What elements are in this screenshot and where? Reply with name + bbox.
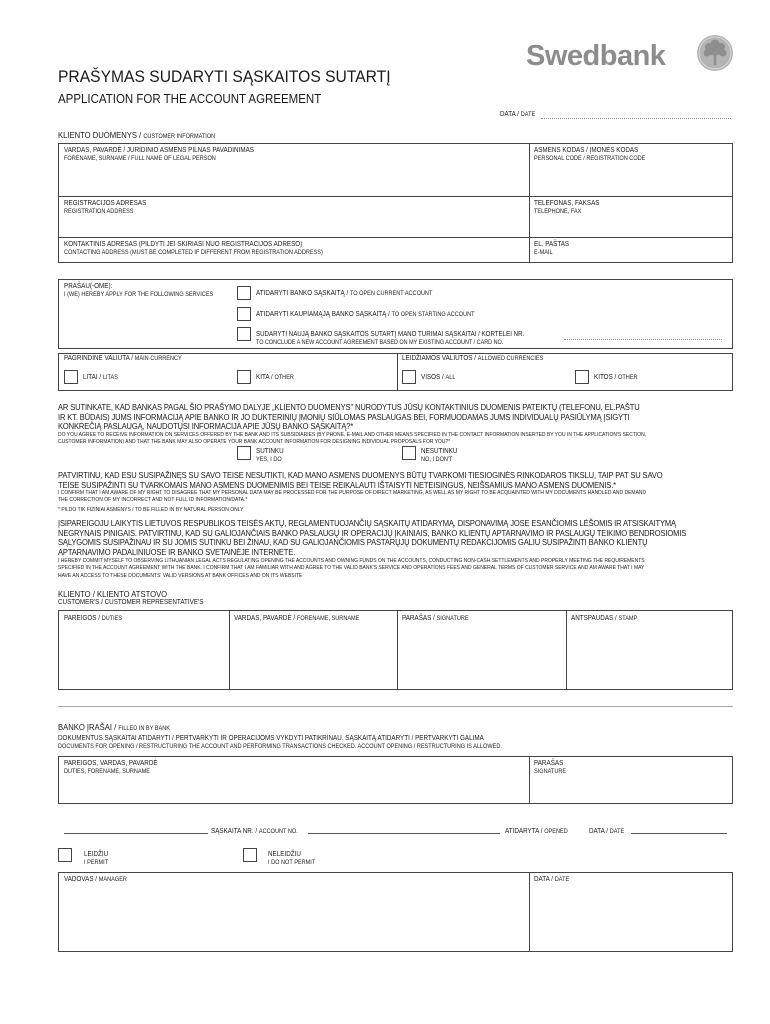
main-currency-label: PAGRINDINĖ VALIUTA / MAIN CURRENCY — [64, 355, 182, 362]
apply-label: PRAŠAU(-OME): I (WE) HEREBY APPLY FOR THE FOLLOWING SERVICES — [64, 283, 214, 298]
open-starting-account-label: ATIDARYTI KAUPIAMĄJĄ BANKO SĄSKAITĄ / TO OPEN STARTING ACCOUNT — [256, 311, 475, 318]
manager-date-field[interactable]: DATA / DATE — [534, 876, 570, 883]
brand-wordmark: Swedbank — [526, 40, 666, 72]
marketing-consent-text-en: DO YOU AGREE TO RECEIVE INFORMATION ON SERVICES OFFERED BY THE BANK AND ITS SUBSIDIARIES (BY PHONE, E-MAIL AND OTHER MEANS SPECIFIED IN THE CONTACT INFORMATION INSERTED BY YOU IN THE APPLICATION'S SECTION, CUSTOMER INFORMATION) AND THAT THE BANK MAY ALSO OPERATE YOUR BANK ACCOUNT INFORMATION FOR DESIGNING INDIVIDUAL PROPOSALS FOR YOU?* — [58, 432, 647, 446]
email-field[interactable]: EL. PAŠTAS E-MAIL — [534, 241, 570, 256]
disagree-checkbox[interactable] — [402, 446, 416, 460]
card-number-field[interactable] — [564, 339, 722, 340]
bank-date-label: DATA / DATE — [589, 828, 625, 835]
page-subtitle: APPLICATION FOR THE ACCOUNT AGREEMENT — [58, 92, 322, 106]
manager-grid — [58, 872, 733, 952]
rep-duties-field[interactable]: PAREIGOS / DUTIES — [64, 615, 123, 622]
bank-heading: BANKO ĮRAŠAI / FILLED IN BY BANK — [58, 722, 170, 732]
bank-date-field[interactable] — [631, 833, 727, 834]
manager-field[interactable]: VADOVAS / MANAGER — [64, 876, 127, 883]
swedbank-logo — [526, 38, 746, 78]
page-title: PRAŠYMAS SUDARYTI SĄSKAITOS SUTARTĮ — [58, 67, 391, 86]
kita-label: KITA / OTHER — [256, 374, 294, 381]
rep-signature-field[interactable]: PARAŠAS / SIGNATURE — [402, 615, 469, 622]
representative-heading: KLIENTO / KLIENTO ATSTOVO CUSTOMER'S / CUSTOMER REPRESENTATIVE'S — [58, 589, 204, 606]
open-current-account-label: ATIDARYTI BANKO SĄSKAITĄ / TO OPEN CURRENT ACCOUNT — [256, 290, 433, 297]
visos-label: VISOS / ALL — [421, 374, 456, 381]
open-current-account-checkbox[interactable] — [237, 286, 251, 300]
customer-heading: KLIENTO DUOMENYS / CUSTOMER INFORMATION — [58, 130, 216, 140]
commitment-text: ĮSIPAREIGOJU LAIKYTIS LIETUVOS RESPUBLIKOS TEISĖS AKTŲ, REGLAMENTUOJANČIŲ SĄSKAITŲ ATIDARYMĄ, DISPONAVIMĄ JOSE ESANČIOMIS LĖŠOMIS IR ATSISKAITYMĄ NEGRYNAIS PINIGAIS. PATVIRTINU, KAD SU GALIOJANČIAIS BANKO PASLAUGŲ IR OPERACIJŲ ĮKAINIAIS, BANKO KLIENTŲ APTARNAVIMO IR PASLAUGŲ TEIKIMO BENDROSIOMIS SĄLYGOMIS SUSIPAŽINAU IR SU JOMIS SUTINKU BEI ŽINAU, KAD SU GALIOJANČIOMIS PASTARŲJŲ DOKUMENTŲ REDAKCIJOMIS GALIU SUSIPAŽINTI BANKO KLIENTŲ APTARNAVIMO PADALINIUOSE IR BANKO SVETAINĖJE INTERNETE. — [58, 518, 687, 557]
commitment-text-en: I HEREBY COMMIT MYSELF TO OBSERVING LITHUANIAN LEGAL ACTS REGULATING OPENING THE ACCOUNTS AND OWNING FUNDS ON THE ACCOUNTS, CONDUCTING NON-CASH SETTLEMENTS AND PROPERLY MEETING THE REQUIREMENTS SPECIFIED IN THE ACCOUNT AGREEMENT WITH THE BANK. I CONFIRM THAT I AM FAMILIAR WITH AND AGREE TO THE VALID BANK'S SERVICE AND OPERATIONS FEES AND GENERAL TERMS OF CUSTOMER SERVICE AND AM AWARE THAT I MAY HAVE AN ACCESS TO THESE DOCUMENTS' VALID VERSIONS AT BANK OFFICES AND ON ITS WEBSITE — [58, 558, 645, 579]
kita-checkbox[interactable] — [237, 370, 251, 384]
litai-label: LITAI / LITAS — [83, 374, 118, 381]
rep-name-field[interactable]: VARDAS, PAVARDĖ / FORENAME, SURNAME — [234, 615, 360, 622]
oak-tree-icon — [696, 34, 734, 72]
kitos-label: KITOS / OTHER — [594, 374, 638, 381]
date-label: DATA / DATE — [500, 111, 536, 118]
account-number-field[interactable] — [64, 833, 208, 834]
new-agreement-checkbox[interactable] — [237, 327, 251, 341]
data-rights-text-en: I CONFIRM THAT I AM AWARE OF MY RIGHT TO DISAGREE THAT MY PERSONAL DATA MAY BE PROCESSED FOR THE PURPOSE OF DIRECT MARKETING, AS WELL AS MY RIGHT TO BE ACQUAINTED WITH MY DOCUMENTS HANDLED AND DEMAND THE CORRECTION OF MY INCORRECT AND NOT FULL ID INFORMATION/DATA.* * PILDO TIK FIZINIAI ASMENYS / TO BE FILLED IN BY NATURAL PERSON ONLY — [58, 490, 647, 513]
contact-address-field[interactable]: KONTAKTINIS ADRESAS (PILDYTI JEI SKIRIASI NUO REGISTRACIJOS ADRESO) CONTACTING ADDRESS (MUST BE COMPLETED IF DIFFERENT FROM REGISTRATION ADDRESS) — [64, 241, 323, 256]
opened-field[interactable] — [308, 833, 500, 834]
agree-checkbox[interactable] — [237, 446, 251, 460]
bank-signature-field[interactable]: PARAŠAS SIGNATURE — [534, 760, 567, 775]
data-rights-text: PATVIRTINU, KAD ESU SUSIPAŽINĘS SU SAVO TEISE NESUTIKTI, KAD MANO ASMENS DUOMENYS BŪTŲ TVARKOMI TIESIOGINĖS RINKODAROS TIKSLU, TAIP PAT SU SAVO TEISE SUSIPAŽINTI SU TVARKOMAIS MANO ASMENS DUOMENIMIS BEI TEISE REIKALAUTI IŠTAISYTI NETEISINGUS, NEIŠSAMIUS MANO ASMENS DUOMENIS.* — [58, 470, 663, 490]
allowed-currencies-label: LEIDŽIAMOS VALIUTOS / ALLOWED CURRENCIES — [402, 355, 544, 362]
kitos-checkbox[interactable] — [575, 370, 589, 384]
section-divider — [58, 706, 733, 707]
deny-checkbox[interactable] — [243, 848, 257, 862]
open-starting-account-checkbox[interactable] — [237, 307, 251, 321]
deny-label: NELEIDŽIU I DO NOT PERMIT — [268, 851, 316, 866]
marketing-consent-text: AR SUTINKATE, KAD BANKAS PAGAL ŠIO PRAŠYMO DALYJE „KLIENTO DUOMENYS" NURODYTUS JŪSŲ KONTAKTINIUS DUOMENIS PATEIKTŲ (TELEFONU, EL.PAŠTU IR KT. BŪDAIS) JUMS INFORMACIJĄ APIE BANKO IR JO DUKTERINIŲ ĮMONIŲ SIŪLOMAS PASLAUGAS BEI, FORMUODAMAS JUMS INDIVIDUALŲ PASIŪLYMĄ ĮSIGYTI KONKREČIĄ PASLAUGĄ, NAUDOTŲSI INFORMACIJA APIE JŪSŲ BANKO SĄSKAITĄ?* — [58, 402, 640, 432]
opened-label: ATIDARYTA / OPENED — [505, 828, 568, 835]
agree-label: SUTINKU YES, I DO — [256, 448, 284, 463]
new-agreement-label: SUDARYTI NAUJĄ BANKO SĄSKAITOS SUTARTĮ MANO TURIMAI SĄSKAITAI / KORTELEI NR. TO CONCLUDE A NEW ACCOUNT AGREEMENT BASED ON MY EXISTING ACCOUNT / CARD NO. — [256, 331, 525, 346]
litai-checkbox[interactable] — [64, 370, 78, 384]
code-field[interactable]: ASMENS KODAS / ĮMONĖS KODAS PERSONAL CODE / REGISTRATION CODE — [534, 147, 646, 162]
account-number-label: SĄSKAITA NR. / ACCOUNT NO. — [211, 828, 298, 835]
disagree-label: NESUTINKU NO, I DON'T — [421, 448, 458, 463]
phone-field[interactable]: TELEFONAS, FAKSAS TELEPHONE, FAX — [534, 200, 600, 215]
reg-address-field[interactable]: REGISTRACIJOS ADRESAS REGISTRATION ADDRESS — [64, 200, 147, 215]
visos-checkbox[interactable] — [402, 370, 416, 384]
rep-stamp-field[interactable]: ANTSPAUDAS / STAMP — [571, 615, 638, 622]
bank-officer-field[interactable]: PAREIGOS, VARDAS, PAVARDĖ DUTIES, FORENAME, SURNAME — [64, 760, 158, 775]
permit-label: LEIDŽIU I PERMIT — [84, 851, 109, 866]
permit-checkbox[interactable] — [58, 848, 72, 862]
date-field[interactable] — [541, 118, 731, 119]
bank-check-text: DOKUMENTUS SĄSKAITAI ATIDARYTI / PERTVARKYTI IR OPERACIJOMS VYKDYTI PATIKRINAU. SĄSKAITĄ ATIDARYTI / PERTVARKYTI GALIMA DOCUMENTS FOR OPENING / RESTRUCTURING THE ACCOUNT AND PERFORMING TRANSACTIONS CHECKED. ACCOUNT OPENING / RESTRUCTURING IS ALLOWED. — [58, 735, 502, 750]
name-field[interactable]: VARDAS, PAVARDĖ / JURIDINIO ASMENS PILNAS PAVADINIMAS FORENAME, SURNAME / FULL NAME OF LEGAL PERSON — [64, 147, 254, 162]
bank-officer-grid — [58, 756, 733, 804]
